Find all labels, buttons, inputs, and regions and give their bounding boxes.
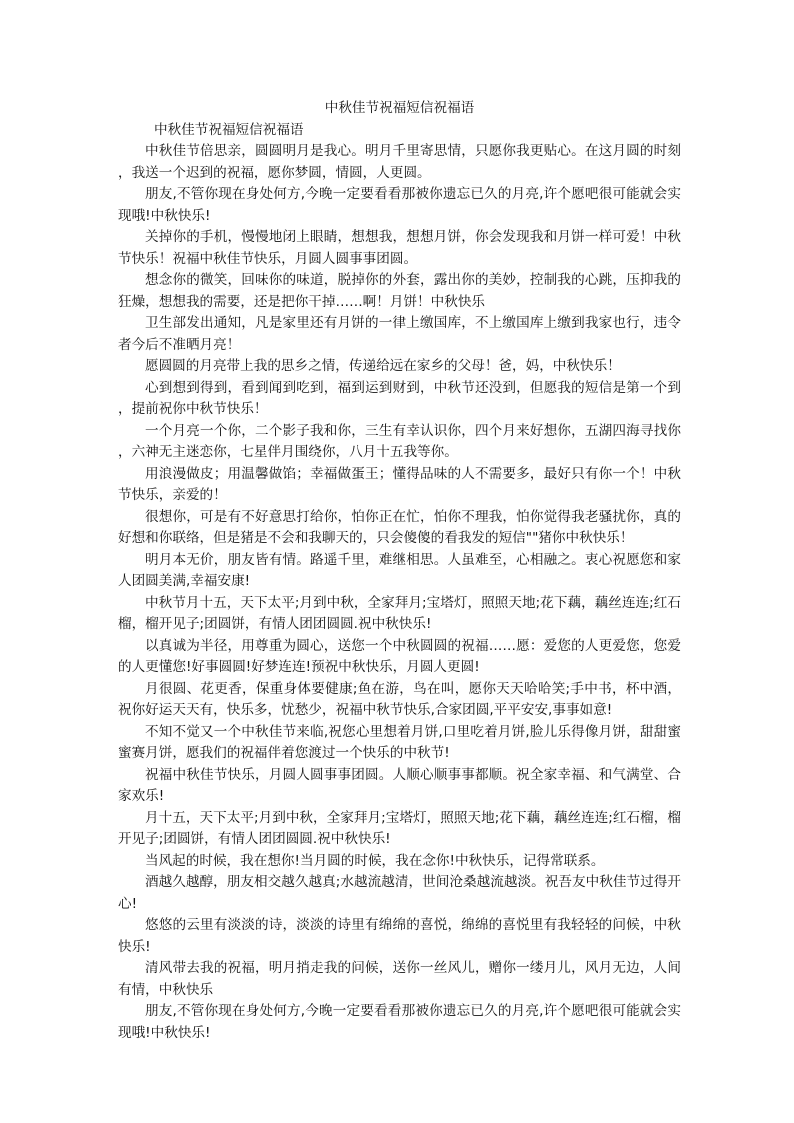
paragraph: 不知不觉又一个中秋佳节来临,祝您心里想着月饼,口里吃着月饼,脸儿乐得像月饼，甜甜蜜蜜赛月饼，愿我们的祝福伴着您渡过一个快乐的中秋节! — [118, 723, 681, 761]
paragraph: 想念你的微笑，回味你的味道，脱掉你的外套，露出你的美妙，控制我的心跳，压抑我的狂燥，想想我的需要，还是把你干掉……啊！月饼！中秋快乐 — [118, 272, 681, 310]
paragraph: 关掉你的手机，慢慢地闭上眼睛，想想我，想想月饼，你会发现我和月饼一样可爱！中秋节快乐！祝福中秋佳节快乐，月圆人圆事事团圆。 — [118, 229, 681, 267]
paragraph: 当风起的时候，我在想你!当月圆的时候，我在念你!中秋快乐，记得常联系。 — [145, 852, 605, 869]
paragraph: 用浪漫做皮；用温馨做馅；幸福做蛋王；懂得品味的人不需要多，最好只有你一个！中秋节快乐，亲爱的！ — [118, 465, 681, 503]
paragraph: 朋友,不管你现在身处何方,今晚一定要看看那被你遗忘已久的月亮,许个愿吧很可能就会实现哦!中秋快乐! — [118, 186, 681, 224]
document-page — [118, 98, 681, 1044]
paragraph: 清风带去我的祝福，明月捎走我的问候，送你一丝风儿，赠你一缕月儿，风月无边，人间有情，中秋快乐 — [118, 960, 681, 998]
document-subtitle: 中秋佳节祝福短信祝福语 — [154, 121, 304, 138]
paragraph: 很想你，可是有不好意思打给你，怕你正在忙，怕你不理我，怕你觉得我老骚扰你，真的好想和你联络，但是猪是不会和我聊天的，只会傻傻的看我发的短信""猪你中秋快乐！ — [118, 508, 681, 546]
paragraph: 月十五，天下太平;月到中秋，全家拜月;宝塔灯，照照天地;花下藕，藕丝连连;红石榴，榴开见子;团圆饼，有情人团团圆圆.祝中秋快乐! — [118, 809, 681, 847]
document-title: 中秋佳节祝福短信祝福语 — [324, 100, 475, 116]
paragraph-list — [118, 141, 681, 1044]
paragraph: 中秋节月十五，天下太平;月到中秋，全家拜月;宝塔灯，照照天地;花下藕，藕丝连连;红石榴，榴开见子;团圆饼，有情人团团圆圆.祝中秋快乐! — [118, 594, 681, 632]
paragraph: 明月本无价，朋友皆有情。路遥千里，难继相思。人虽难至，心相融之。衷心祝愿您和家人团圆美满,幸福安康! — [118, 551, 681, 589]
paragraph: 朋友,不管你现在身处何方,今晚一定要看看那被你遗忘已久的月亮,许个愿吧很可能就会实现哦!中秋快乐! — [118, 1003, 681, 1041]
paragraph: 一个月亮一个你，二个影子我和你，三生有幸认识你，四个月来好想你，五湖四海寻找你，六神无主迷恋你，七星伴月围绕你，八月十五我等你。 — [118, 422, 681, 460]
paragraph: 月很圆、花更香，保重身体要健康;鱼在游，鸟在叫，愿你天天哈哈笑;手中书，杯中酒，祝你好运天天有，快乐多，忧愁少，祝福中秋节快乐,合家团圆,平平安安,事事如意! — [118, 680, 681, 718]
paragraph: 以真诚为半径，用尊重为圆心，送您一个中秋圆圆的祝福……愿：爱您的人更爱您，您爱的人更懂您!好事圆圆!好梦连连!预祝中秋快乐，月圆人更圆! — [118, 637, 681, 675]
paragraph: 卫生部发出通知，凡是家里还有月饼的一律上缴国库，不上缴国库上缴到我家也行，违令者今后不准晒月亮！ — [118, 315, 681, 353]
paragraph: 心到想到得到，看到闻到吃到，福到运到财到，中秋节还没到，但愿我的短信是第一个到，提前祝你中秋节快乐！ — [118, 379, 681, 417]
paragraph: 愿圆圆的月亮带上我的思乡之情，传递给远在家乡的父母！爸，妈，中秋快乐！ — [145, 358, 621, 374]
paragraph: 中秋佳节倍思亲，圆圆明月是我心。明月千里寄思情，只愿你我更贴心。在这月圆的时刻，我送一个迟到的祝福，愿你梦圆，情圆，人更圆。 — [118, 143, 681, 181]
paragraph: 悠悠的云里有淡淡的诗，淡淡的诗里有绵绵的喜悦，绵绵的喜悦里有我轻轻的问候，中秋快乐! — [118, 917, 681, 955]
paragraph: 祝福中秋佳节快乐，月圆人圆事事团圆。人顺心顺事事都顺。祝全家幸福、和气满堂、合家欢乐! — [118, 766, 681, 804]
paragraph: 酒越久越醇，朋友相交越久越真;水越流越清，世间沧桑越流越淡。祝吾友中秋佳节过得开心! — [118, 874, 681, 912]
